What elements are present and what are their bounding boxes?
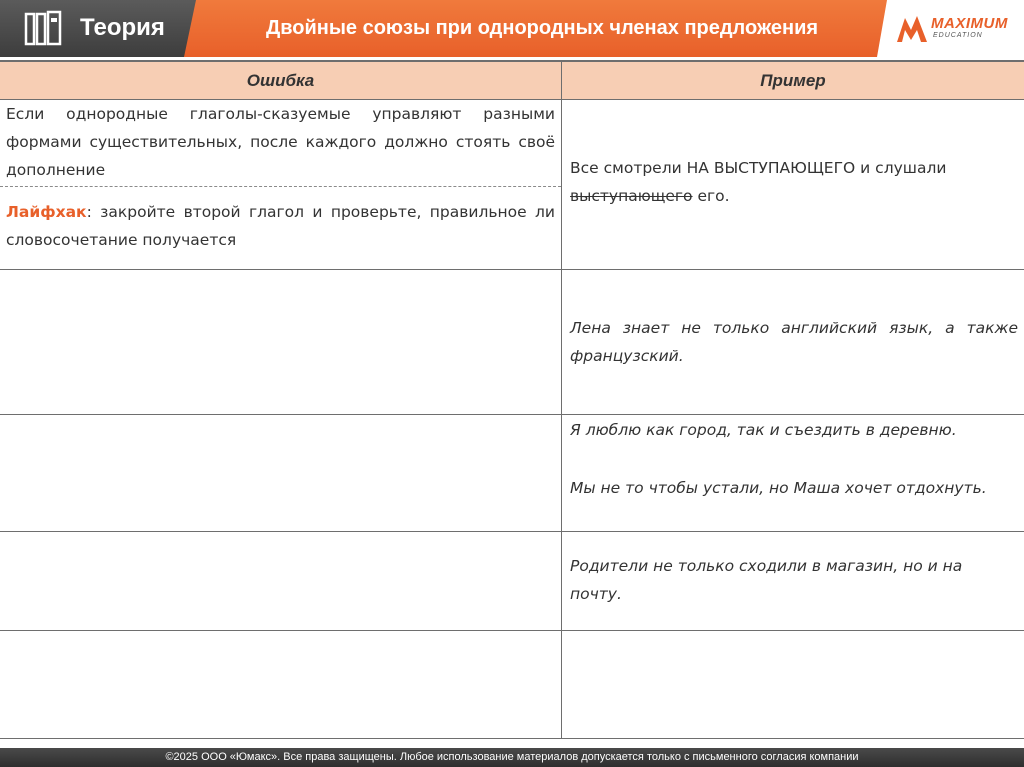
maximum-logo: [895, 10, 1020, 48]
lifehack-label: Лайфхак: [6, 203, 87, 221]
column-divider: [561, 415, 562, 531]
column-divider: [561, 532, 562, 630]
example-after: его.: [692, 187, 730, 205]
lifehack-note: [6, 198, 555, 254]
header-bar: [0, 0, 1024, 57]
errors-table: [0, 60, 1024, 740]
example-text: Я люблю как город, так и съездить в деревню.: [570, 421, 957, 439]
footer-copyright: ©2025 ООО «Юмакс». Все права защищены. Любое использование материалов допускается только с письменного согласия компании: [0, 748, 1024, 767]
logo-subtitle: EDUCATION: [933, 32, 983, 39]
header-error: Ошибка: [246, 71, 315, 90]
example-text: Родители не только сходили в магазин, но и на почту.: [570, 557, 963, 603]
section-title: Теория: [80, 14, 165, 41]
table-row: [0, 270, 1024, 415]
example-struck-word: выступающего: [570, 187, 693, 205]
table-row: [0, 415, 1024, 532]
example-text: Лена знает не только английский язык, а также французский.: [570, 319, 1018, 365]
column-divider: [561, 631, 562, 738]
header-example: Пример: [760, 71, 826, 90]
logo-name: MAXIMUM: [931, 15, 1008, 32]
column-divider: [561, 270, 562, 414]
books-icon: [24, 10, 64, 48]
example-text: [570, 154, 1018, 210]
column-divider: [561, 100, 562, 269]
table-row: [0, 631, 1024, 739]
table-row: [0, 532, 1024, 631]
error-description: Если однородные глаголы-сказуемые управляют разными формами существительных, после каждого должно стоять своё дополнение: [6, 105, 555, 179]
lifehack-text: : закройте второй глагол и проверьте, правильное ли словосочетание получается: [6, 203, 555, 249]
dashed-divider: [0, 186, 561, 187]
table-header-row: [0, 60, 1024, 100]
example-before: Все смотрели НА ВЫСТУПАЮЩЕГО и слушали: [570, 159, 947, 177]
table-row: [0, 100, 1024, 270]
example-text-second: Мы не то чтобы устали, но Маша хочет отдохнуть.: [570, 479, 987, 497]
logo-mark-icon: [895, 12, 929, 46]
page-title: Двойные союзы при однородных членах предложения: [265, 17, 819, 39]
